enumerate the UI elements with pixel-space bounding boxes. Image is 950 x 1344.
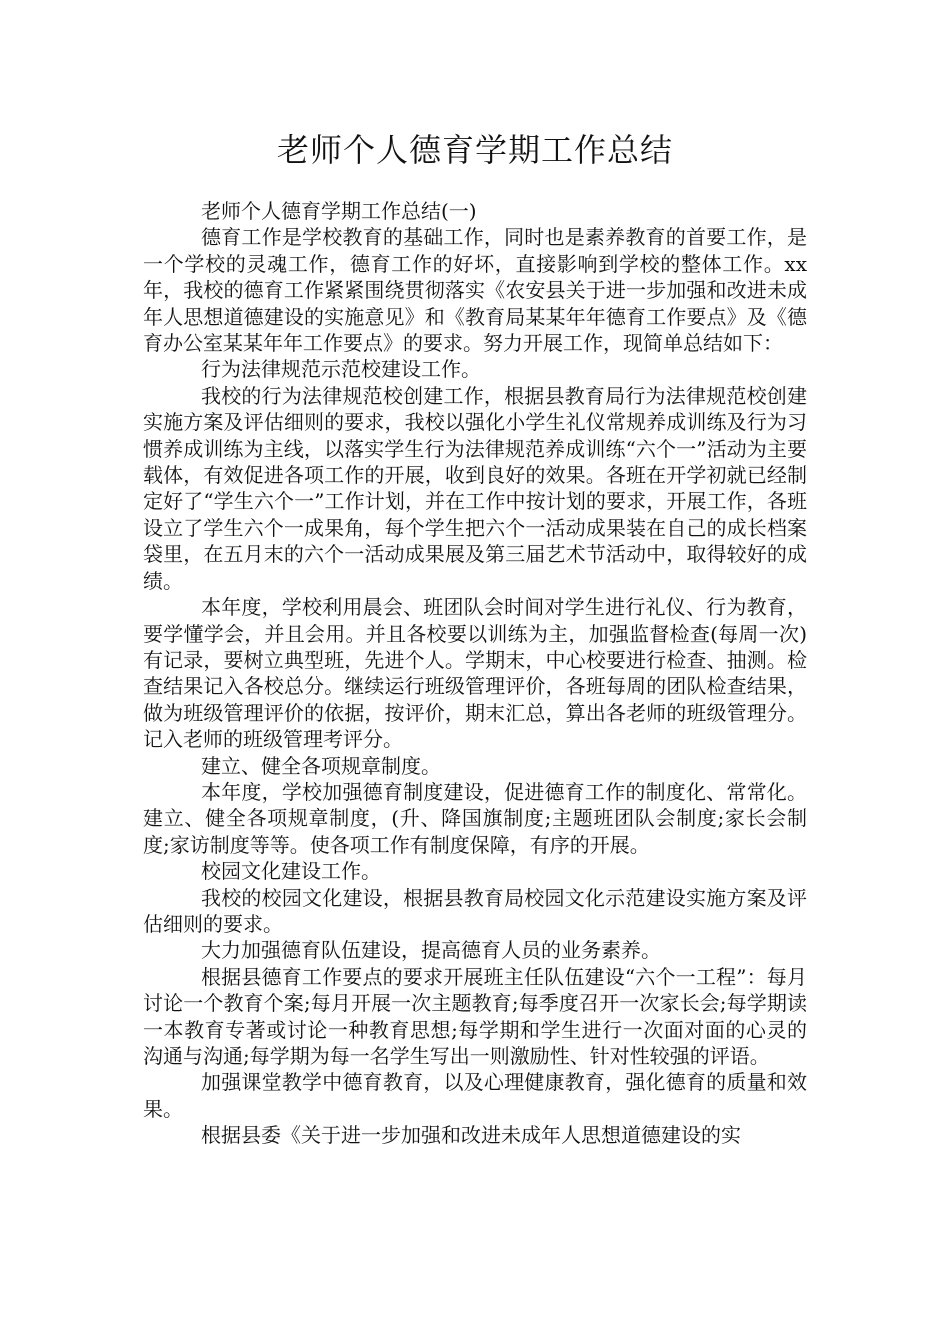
paragraph: 我校的行为法律规范校创建工作，根据县教育局行为法律规范校创建实施方案及评估细则的要求，我校以强化小学生礼仪常规养成训练及行为习惯养成训练为主线，以落实学生行为法律规范养成训练“六个一”活动为主要载体，有效促进各项工作的开展，收到良好的效果。各班在开学初就已经制定好了“学生六个一”工作计划，并在工作中按计划的要求，开展工作，各班设立了学生六个一成果角，每个学生把六个一活动成果装在自己的成长档案袋里，在五月末的六个一活动成果展及第三届艺术节活动中，取得较好的成绩。 bbox=[143, 383, 807, 593]
section-heading: 行为法律规范示范校建设工作。 bbox=[201, 357, 481, 382]
paragraph: 德育工作是学校教育的基础工作，同时也是素养教育的首要工作，是一个学校的灵魂工作，德育工作的好坏，直接影响到学校的整体工作。xx年，我校的德育工作紧紧围绕贯彻落实《农安县关于进一步加强和改进未成年人思想道德建设的实施意见》和《教育局某某年年德育工作要点》及《德育办公室某某年年工作要点》的要求。努力开展工作，现简单总结如下： bbox=[143, 225, 807, 356]
paragraph: 根据县委《关于进一步加强和改进未成年人思想道德建设的实 bbox=[201, 1123, 741, 1148]
document-body bbox=[143, 198, 807, 1149]
section-heading: 大力加强德育队伍建设，提高德育人员的业务素养。 bbox=[201, 938, 661, 963]
paragraph-subtitle: 老师个人德育学期工作总结(一) bbox=[201, 199, 477, 223]
section-heading: 建立、健全各项规章制度。 bbox=[201, 753, 441, 778]
document-title: 老师个人德育学期工作总结 bbox=[276, 131, 673, 169]
paragraph: 本年度，学校利用晨会、班团队会时间对学生进行礼仪、行为教育，要学懂学会，并且会用。并且各校要以训练为主，加强监督检查(每周一次)有记录，要树立典型班，先进个人。学期末，中心校要进行检查、抽测。检查结果记入各校总分。继续运行班级管理评价，各班每周的团队检查结果，做为班级管理评价的依据，按评价，期末汇总，算出各老师的班级管理分。记入老师的班级管理考评分。 bbox=[143, 595, 807, 752]
section-heading: 加强课堂教学中德育教育，以及心理健康教育，强化德育的质量和效果。 bbox=[143, 1070, 807, 1121]
section-heading: 校园文化建设工作。 bbox=[201, 859, 381, 884]
paragraph: 我校的校园文化建设，根据县教育局校园文化示范建设实施方案及评估细则的要求。 bbox=[143, 885, 807, 936]
paragraph: 本年度，学校加强德育制度建设，促进德育工作的制度化、常常化。建立、健全各项规章制度，(升、降国旗制度;主题班团队会制度;家长会制度;家访制度等等。使各项工作有制度保障，有序的开展。 bbox=[143, 779, 807, 857]
paragraph: 根据县德育工作要点的要求开展班主任队伍建设“六个一工程”：每月讨论一个教育个案;每月开展一次主题教育;每季度召开一次家长会;每学期读一本教育专著或讨论一种教育思想;每学期和学生进行一次面对面的心灵的沟通与沟通;每学期为每一名学生写出一则激励性、针对性较强的评语。 bbox=[143, 964, 807, 1068]
